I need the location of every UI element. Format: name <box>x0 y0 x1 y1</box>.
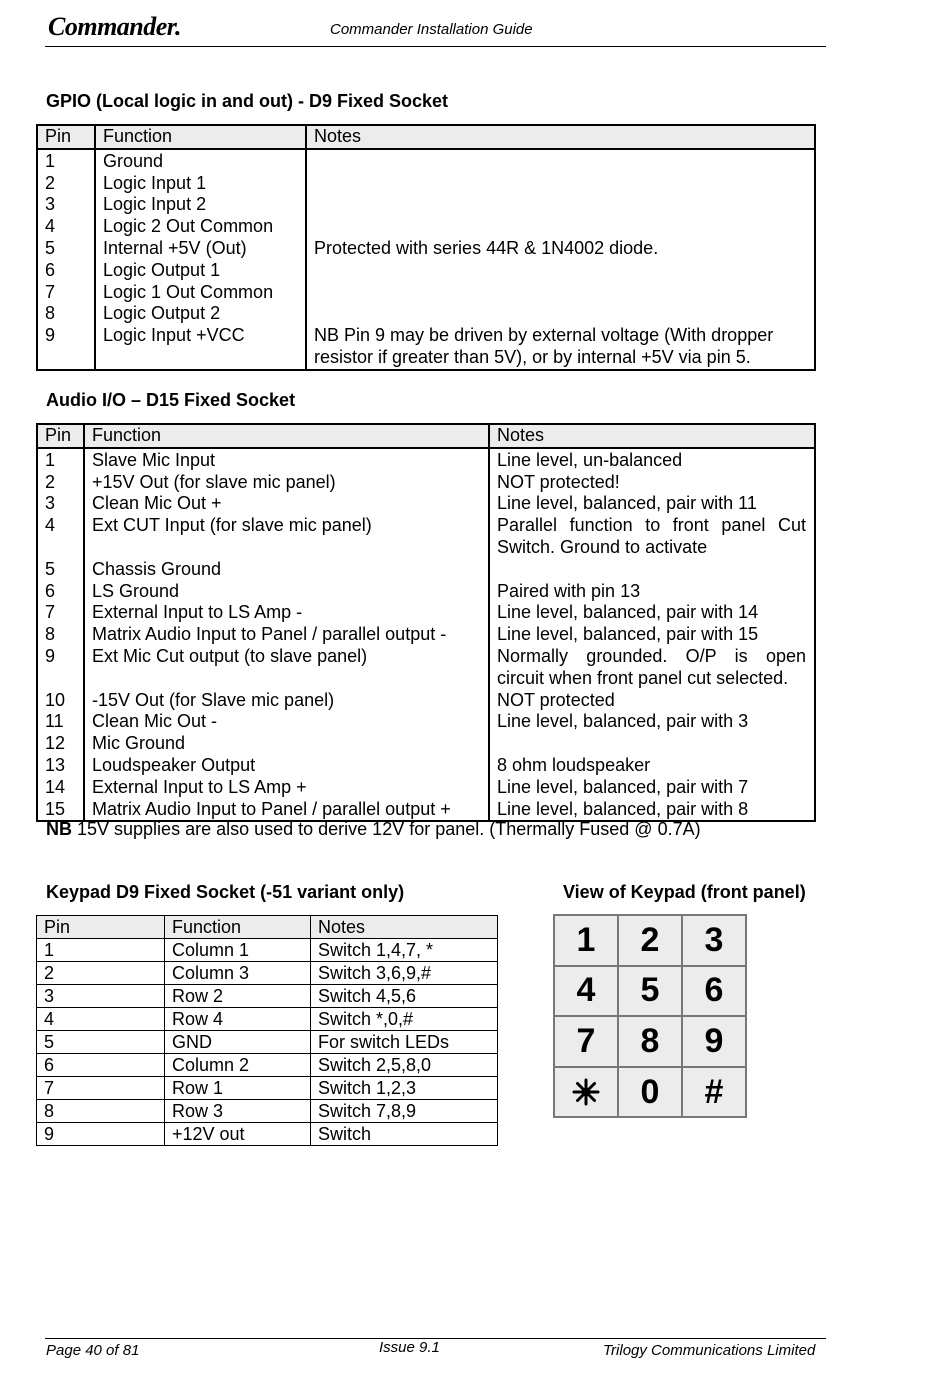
notes-cell: circuit when front panel cut selected. <box>497 667 789 688</box>
pin-cell: 2 <box>37 962 165 985</box>
pin-cell: 3 <box>37 985 165 1008</box>
pin-cell: 3 <box>45 493 56 514</box>
key-8: 8 <box>618 1016 682 1067</box>
table-body-row <box>37 448 815 822</box>
function-cell: Clean Mic Out + <box>92 493 222 514</box>
keypad-table <box>36 915 498 1146</box>
pin-cell: 1 <box>45 150 56 171</box>
notes-cell: For switch LEDs <box>311 1031 498 1054</box>
table-row <box>37 1123 498 1146</box>
notes-cell: Switch <box>311 1123 498 1146</box>
notes-cell: resistor if greater than 5V), or by internal +5V via pin 5. <box>314 346 751 367</box>
function-cell: Logic 2 Out Common <box>103 216 274 237</box>
key-9: 9 <box>682 1016 746 1067</box>
column-header: Function <box>165 916 311 939</box>
notes-cell <box>497 559 806 581</box>
table-body-row <box>37 149 815 370</box>
function-cell: Matrix Audio Input to Panel / parallel output - <box>92 624 447 645</box>
pin-cell: 4 <box>45 216 56 237</box>
star-icon <box>571 1077 601 1107</box>
pin-cell: 7 <box>45 281 56 302</box>
keypad-front-panel <box>553 914 747 1118</box>
pin-cell: 10 <box>45 689 66 710</box>
pin-cell: 9 <box>37 1123 165 1146</box>
table-header-row <box>37 125 815 149</box>
audio-table <box>36 423 816 822</box>
pin-cell: 4 <box>45 515 56 536</box>
table-row <box>37 1054 498 1077</box>
keypad-heading: Keypad D9 Fixed Socket (-51 variant only) <box>46 882 405 902</box>
notes-cell <box>314 303 814 325</box>
notes-cell: Paired with pin 13 <box>497 580 641 601</box>
pin-cell: 6 <box>45 580 56 601</box>
pin-cell: 7 <box>45 602 56 623</box>
function-cell: Column 1 <box>165 939 311 962</box>
function-cell: Loudspeaker Output <box>92 754 256 775</box>
pin-cell: 8 <box>45 624 56 645</box>
pin-cell: 2 <box>45 172 56 193</box>
column-header: Function <box>95 125 306 149</box>
function-cell: Ground <box>103 150 164 171</box>
function-cell: LS Ground <box>92 580 180 601</box>
pin-cell: 4 <box>37 1008 165 1031</box>
pin-cell: 5 <box>37 1031 165 1054</box>
notes-cell <box>314 260 814 282</box>
header-divider <box>45 46 826 47</box>
footer-issue: Issue 9.1 <box>379 1339 440 1356</box>
pin-cell: 1 <box>37 939 165 962</box>
audio-nb-note <box>46 819 701 840</box>
notes-cell <box>314 194 814 216</box>
table-row <box>37 939 498 962</box>
gpio-heading: GPIO (Local logic in and out) - D9 Fixed Socket <box>46 91 449 111</box>
function-cell: Logic 1 Out Common <box>103 281 274 302</box>
pin-cell: 9 <box>45 645 56 666</box>
key-hash: # <box>682 1067 746 1118</box>
column-header: Notes <box>306 125 815 149</box>
function-cell: Ext Mic Cut output (to slave panel) <box>92 645 368 666</box>
table-row <box>37 1008 498 1031</box>
function-cell: Ext CUT Input (for slave mic panel) <box>92 515 372 536</box>
column-header: Function <box>84 424 489 448</box>
pin-cell: 11 <box>45 711 64 732</box>
table-header-row <box>37 916 498 939</box>
pin-cell: 3 <box>45 194 56 215</box>
column-header: Notes <box>311 916 498 939</box>
table-row <box>37 962 498 985</box>
function-cell: Clean Mic Out - <box>92 711 218 732</box>
column-header: Pin <box>37 916 165 939</box>
notes-column <box>489 448 815 822</box>
table-row <box>37 1100 498 1123</box>
function-cell: External Input to LS Amp - <box>92 602 303 623</box>
pin-cell: 7 <box>37 1077 165 1100</box>
table-row <box>37 985 498 1008</box>
notes-cell: Switch 4,5,6 <box>311 985 498 1008</box>
table-header-row <box>37 424 815 448</box>
notes-cell: Line level, balanced, pair with 14 <box>497 602 759 623</box>
notes-cell: Switch *,0,# <box>311 1008 498 1031</box>
function-cell: Chassis Ground <box>92 558 222 579</box>
notes-cell: Line level, balanced, pair with 3 <box>497 711 749 732</box>
key-6: 6 <box>682 966 746 1017</box>
function-cell: Logic Output 1 <box>103 259 221 280</box>
keypad-view-heading: View of Keypad (front panel) <box>563 882 806 902</box>
pin-cell: 5 <box>45 558 56 579</box>
function-cell: Column 3 <box>165 962 311 985</box>
gpio-table <box>36 124 816 371</box>
notes-cell <box>314 282 814 304</box>
function-cell: Logic Input 2 <box>103 194 207 215</box>
notes-cell: Line level, balanced, pair with 11 <box>497 493 757 514</box>
function-cell: Matrix Audio Input to Panel / parallel output + <box>92 798 451 819</box>
notes-cell <box>314 216 814 238</box>
notes-cell <box>497 733 806 755</box>
notes-cell: Line level, balanced, pair with 8 <box>497 798 749 819</box>
notes-cell: Switch. Ground to activate <box>497 536 708 557</box>
function-cell: Mic Ground <box>92 733 186 754</box>
pin-cell <box>45 668 83 690</box>
nb-label: NB <box>46 819 72 839</box>
notes-cell: Switch 2,5,8,0 <box>311 1054 498 1077</box>
function-cell: -15V Out (for Slave mic panel) <box>92 689 335 710</box>
function-cell: Column 2 <box>165 1054 311 1077</box>
pin-cell: 14 <box>45 776 66 797</box>
notes-cell: Line level, balanced, pair with 7 <box>497 776 749 797</box>
notes-cell <box>314 151 814 173</box>
pin-column <box>37 448 84 822</box>
notes-cell: NOT protected! <box>497 471 620 492</box>
notes-cell: Line level, un-balanced <box>497 449 683 470</box>
pin-cell: 6 <box>37 1054 165 1077</box>
notes-cell <box>314 173 814 195</box>
notes-cell: Switch 1,4,7, * <box>311 939 498 962</box>
key-7: 7 <box>554 1016 618 1067</box>
column-header: Pin <box>37 125 95 149</box>
function-column <box>95 149 306 370</box>
nb-text: 15V supplies are also used to derive 12V for panel. (Thermally Fused @ 0.7A) <box>72 819 701 839</box>
commander-logo: Commander. <box>48 12 181 41</box>
notes-cell: Switch 3,6,9,# <box>311 962 498 985</box>
function-cell: Logic Input +VCC <box>103 325 245 346</box>
footer-company: Trilogy Communications Limited <box>603 1342 816 1359</box>
function-cell: Logic Output 2 <box>103 303 221 324</box>
key-star <box>554 1067 618 1118</box>
pin-cell: 8 <box>37 1100 165 1123</box>
function-cell: Row 3 <box>165 1100 311 1123</box>
notes-cell: NB Pin 9 may be driven by external voltage (With dropper <box>314 325 774 346</box>
function-cell: Row 1 <box>165 1077 311 1100</box>
function-cell: Slave Mic Input <box>92 449 216 470</box>
notes-cell: Normally grounded. O/P is open <box>497 645 806 666</box>
pin-cell <box>45 537 83 559</box>
function-cell: Row 2 <box>165 985 311 1008</box>
notes-cell: 8 ohm loudspeaker <box>497 754 651 775</box>
pin-cell: 1 <box>45 449 56 470</box>
table-row <box>37 1077 498 1100</box>
function-cell: Internal +5V (Out) <box>103 237 247 258</box>
notes-cell: Line level, balanced, pair with 15 <box>497 624 759 645</box>
column-header: Pin <box>37 424 84 448</box>
key-5: 5 <box>618 966 682 1017</box>
key-0: 0 <box>618 1067 682 1118</box>
function-cell <box>92 668 488 690</box>
notes-cell: Switch 1,2,3 <box>311 1077 498 1100</box>
pin-cell: 5 <box>45 237 56 258</box>
function-cell: GND <box>165 1031 311 1054</box>
header-title: Commander Installation Guide <box>330 21 533 38</box>
notes-cell: Parallel function to front panel Cut <box>497 515 806 536</box>
key-4: 4 <box>554 966 618 1017</box>
function-cell: +12V out <box>165 1123 311 1146</box>
pin-cell: 2 <box>45 471 56 492</box>
table-row <box>37 1031 498 1054</box>
notes-column <box>306 149 815 370</box>
key-2: 2 <box>618 915 682 966</box>
pin-cell: 15 <box>45 798 66 819</box>
audio-heading: Audio I/O – D15 Fixed Socket <box>46 390 296 410</box>
function-cell: Logic Input 1 <box>103 172 207 193</box>
pin-cell: 13 <box>45 754 66 775</box>
footer-page-number: Page 40 of 81 <box>46 1342 140 1359</box>
column-header: Notes <box>489 424 815 448</box>
pin-cell: 12 <box>45 733 66 754</box>
key-1: 1 <box>554 915 618 966</box>
pin-cell: 9 <box>45 325 56 346</box>
function-cell: Row 4 <box>165 1008 311 1031</box>
function-cell: +15V Out (for slave mic panel) <box>92 471 336 492</box>
notes-cell: NOT protected <box>497 689 615 710</box>
function-cell <box>92 537 488 559</box>
pin-cell: 6 <box>45 259 56 280</box>
function-column <box>84 448 489 822</box>
notes-cell: Protected with series 44R & 1N4002 diode. <box>314 237 659 258</box>
notes-cell: Switch 7,8,9 <box>311 1100 498 1123</box>
pin-column <box>37 149 95 370</box>
key-3: 3 <box>682 915 746 966</box>
function-cell: External Input to LS Amp + <box>92 776 307 797</box>
pin-cell: 8 <box>45 303 56 324</box>
